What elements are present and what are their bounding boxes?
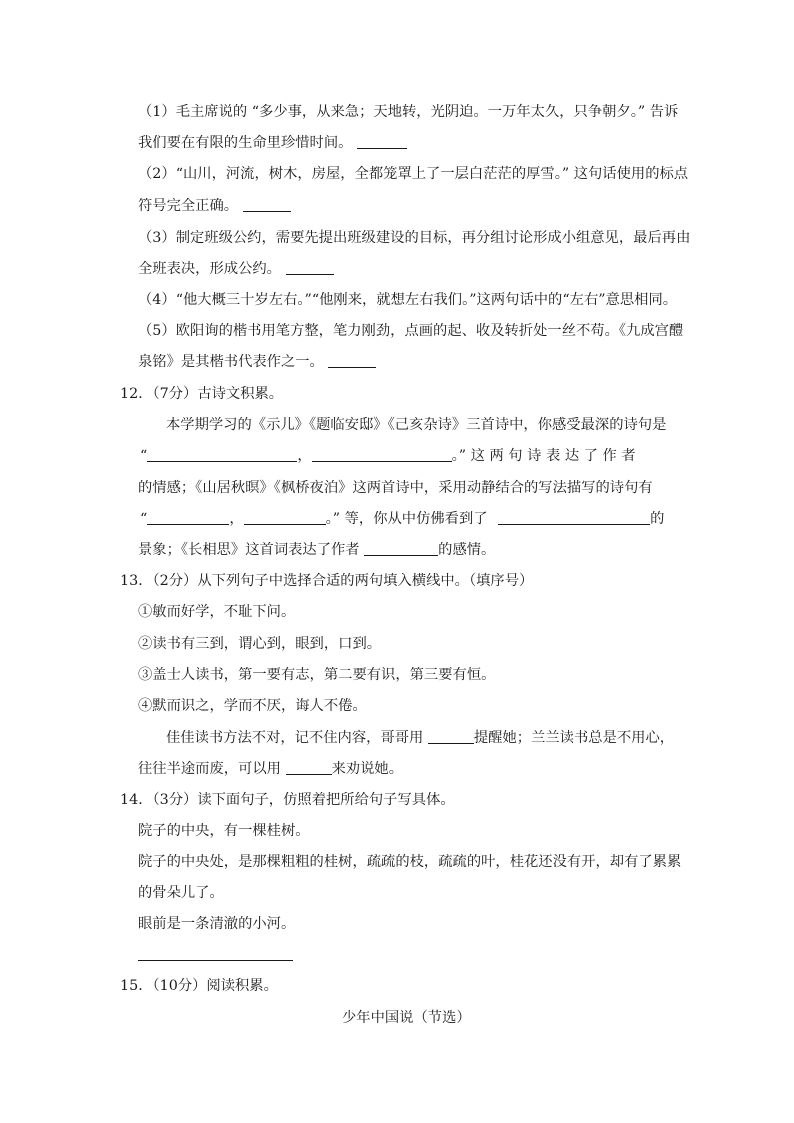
q14-model-line2: 的骨朵儿了。 xyxy=(138,885,224,901)
answer-blank[interactable] xyxy=(147,510,229,525)
answer-blank[interactable] xyxy=(312,447,452,462)
q14-prompt: 眼前是一条清澈的小河。 xyxy=(138,916,296,932)
q12-line3: 的情感；《山居秋暝》《枫桥夜泊》这两首诗中，采用动静结合的写法描写的诗句有 xyxy=(138,480,653,496)
answer-blank[interactable] xyxy=(147,447,297,462)
answer-blank[interactable] xyxy=(428,729,474,744)
answer-blank[interactable] xyxy=(357,134,407,149)
q13-option-3: ③盖士人读书，第一要有志，第二要有识，第三要有恒。 xyxy=(138,667,496,683)
answer-blank[interactable] xyxy=(243,197,291,212)
q12-line1: 本学期学习的《示儿》《题临安邸》《己亥杂诗》三首诗中，你感受最深的诗句是 xyxy=(166,417,667,433)
answer-blank[interactable] xyxy=(328,353,376,368)
q15-header: 15．（10分）阅读积累。 xyxy=(120,978,278,994)
q12-line2: “ ， 。” 这 两 句 诗 表 达 了 作 者 xyxy=(140,448,636,464)
q13-line-b: 往往半途而废，可以用 来劝说她。 xyxy=(138,761,403,777)
q11-item3-line1: （3）制定班级公约，需要先提出班级建设的目标，再分组讨论形成小组意见，最后再由 xyxy=(138,230,691,246)
q14-answer-line[interactable] xyxy=(138,960,293,961)
answer-blank[interactable] xyxy=(286,760,332,775)
answer-blank[interactable] xyxy=(364,541,438,556)
answer-blank[interactable] xyxy=(286,260,334,275)
q14-model-line1: 院子的中央处，是那棵粗粗的桂树，疏疏的枝，疏疏的叶，桂花还没有开，却有了累累 xyxy=(138,854,682,870)
q11-item1-line1: （1）毛主席说的 “多少事，从来急；天地转，光阴迫。一万年太久，只争朝夕。” 告诉 xyxy=(138,104,679,120)
q13-option-4: ④默而识之，学而不厌，诲人不倦。 xyxy=(138,698,367,714)
q14-header: 14．（3分）读下面句子，仿照着把所给句子写具体。 xyxy=(120,792,455,808)
q13-header: 13．（2分）从下列句子中选择合适的两句填入横线中。（填序号） xyxy=(120,573,534,589)
q12-header: 12．（7分）古诗文积累。 xyxy=(120,386,284,402)
q13-line-a: 佳佳读书方法不对，记不住内容，哥哥用 提醒她；兰兰读书总是不用心， xyxy=(166,730,675,746)
q14-example: 院子的中央，有一棵桂树。 xyxy=(138,823,310,839)
q11-item2-line1: （2）“山川，河流，树木，房屋，全都笼罩上了一层白茫茫的厚雪。” 这句话使用的标点 xyxy=(138,166,689,182)
q11-item1-line2: 我们要在有限的生命里珍惜时间。 xyxy=(138,133,407,153)
q11-item4-line1: （4）“他大概三十岁左右。”“他刚来，就想左右我们。”这两句话中的“左右”意思相同。 xyxy=(138,292,678,308)
q15-passage-title: 少年中国说（节选） xyxy=(342,1010,471,1026)
answer-blank[interactable] xyxy=(498,510,650,525)
q13-option-1: ①敏而好学，不耻下问。 xyxy=(138,604,296,620)
q12-line4: “ ， 。” 等，你从中仿佛看到了 的 xyxy=(140,511,665,527)
q11-item5-line2: 泉铭》是其楷书代表作之一。 xyxy=(138,352,376,372)
q12-line5: 景象；《长相思》这首词表达了作者 的感情。 xyxy=(138,542,496,558)
q11-item5-line1: （5）欧阳询的楷书用笔方整，笔力刚劲，点画的起、收及转折处一丝不苟。《九成宫醴 xyxy=(138,323,684,339)
q11-item2-line2: 符号完全正确。 xyxy=(138,196,291,216)
q13-option-2: ②读书有三到，谓心到，眼到，口到。 xyxy=(138,636,382,652)
q11-item3-line2: 全班表决，形成公约。 xyxy=(138,259,334,279)
answer-blank[interactable] xyxy=(244,510,326,525)
